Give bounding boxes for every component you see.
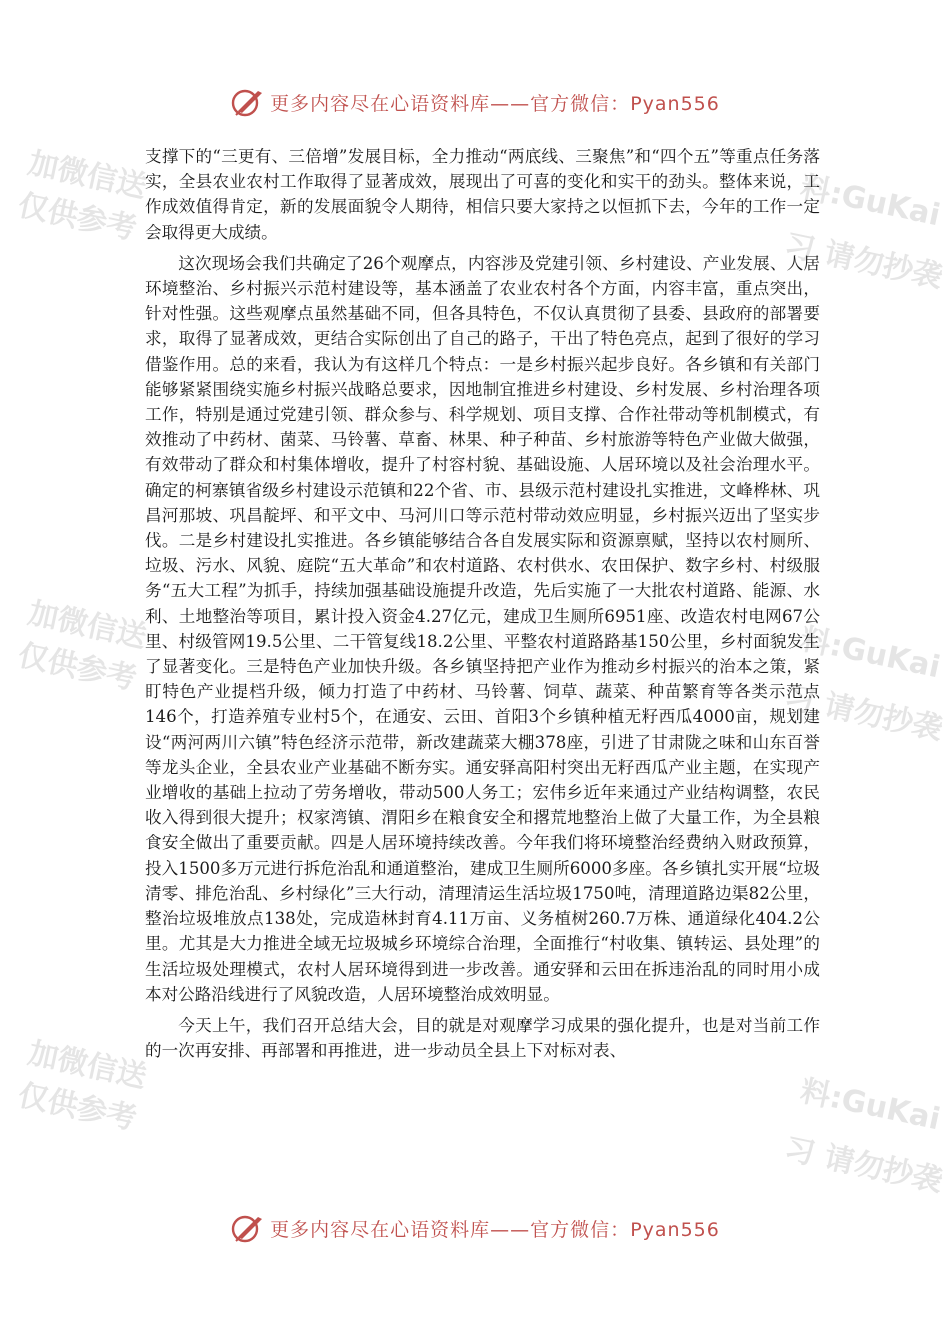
watermark-left-3: 加微信送: [24, 595, 150, 656]
paragraph-1: 支撑下的“三更有、三倍增”发展目标，全力推动“两底线、三聚焦”和“四个五”等重点任务落实，全县农业农村工作取得了显著成效，展现出了可喜的变化和实干的劲头。整体来说，工作成效值得肯定，新的发展面貌令人期待，相信只要大家持之以恒抓下去，今年的工作一定会取得更大成绩。: [145, 147, 820, 242]
watermark-right-2: 习 请勿抄袭: [781, 227, 946, 296]
watermark-right-5: 料:GuKai: [797, 1073, 944, 1138]
paragraph-3: 今天上午，我们召开总结大会，目的就是对观摩学习成果的强化提升，也是对当前工作的一次再安排、再部署和再推进，进一步动员全县上下对标对表、: [145, 1015, 820, 1061]
watermark-left-6: 仅供参考: [14, 1077, 140, 1138]
watermark-right-3: 料:GuKai: [797, 621, 944, 686]
document-body: [145, 144, 820, 1063]
header-banner: [0, 82, 950, 122]
pen-logo-icon: [230, 85, 266, 119]
watermark-right-1: 料:GuKai: [797, 169, 944, 234]
pen-logo-icon: [230, 1211, 266, 1245]
header-banner-text: 更多内容尽在心语资料库——官方微信：Pyan556: [270, 92, 720, 115]
footer-banner: [0, 1208, 950, 1248]
footer-banner-text: 更多内容尽在心语资料库——官方微信：Pyan556: [270, 1218, 720, 1241]
watermark-left-4: 仅供参考: [14, 637, 140, 698]
watermark-left-5: 加微信送: [24, 1035, 150, 1096]
watermark-left-2: 仅供参考: [14, 187, 140, 248]
paragraph-2: 这次现场会我们共确定了26个观摩点，内容涉及党建引领、乡村建设、产业发展、人居环境整治、乡村振兴示范村建设等，基本涵盖了农业农村各个方面，内容丰富，重点突出，针对性强。这些观摩点虽然基础不同，但各具特色，不仅认真贯彻了县委、县政府的部署要求，取得了显著成效，更结合实际创出了自己的路子，干出了特色亮点，起到了很好的学习借鉴作用。总的来看，我认为有这样几个特点：一是乡村振兴起步良好。各乡镇和有关部门能够紧紧围绕实施乡村振兴战略总要求，因地制宜推进乡村建设、乡村发展、乡村治理各项工作，特别是通过党建引领、群众参与、科学规划、项目支撑、合作社带动等机制模式，有效推动了中药材、菌菜、马铃薯、草畜、林果、种子种苗、乡村旅游等特色产业做大做强，有效带动了群众和村集体增收，提升了村容村貌、基础设施、人居环境以及社会治理水平。确定的柯寨镇省级乡村建设示范镇和22个省、市、县级示范村建设扎实推进，文峰桦林、巩昌河那坡、巩昌靛坪、和平文中、马河川口等示范村带动效应明显，乡村振兴迈出了坚实步伐。二是乡村建设扎实推进。各乡镇能够结合各自发展实际和资源禀赋，坚持以农村厕所、垃圾、污水、风貌、庭院“五大革命”和农村道路、农村供水、农田保护、数字乡村、村级服务“五大工程”为抓手，持续加强基础设施提升改造，先后实施了一大批农村道路、能源、水利、土地整治等项目，累计投入资金4.27亿元，建成卫生厕所6951座、改造农村电网67公里、村级管网19.5公里、二干管复线18.2公里、平整农村道路路基150公里，乡村面貌发生了显著变化。三是特色产业加快升级。各乡镇坚持把产业作为推动乡村振兴的治本之策，紧盯特色产业提档升级，倾力打造了中药材、马铃薯、饲草、蔬菜、种苗繁育等各类示范点146个，打造养殖专业村5个，在通安、云田、首阳3个乡镇种植无籽西瓜4000亩，规划建设“两河两川六镇”特色经济示范带，新改建蔬菜大棚378座，引进了甘肃陇之味和山东百誉等龙头企业，全县农业产业基础不断夯实。通安驿高阳村突出无籽西瓜产业主题，在实现产业增收的基础上拉动了劳务增收，带动500人务工；宏伟乡近年来通过产业结构调整，农民收入得到很大提升；权家湾镇、渭阳乡在粮食安全和撂荒地整治上做了大量工作，为全县粮食安全做出了重要贡献。四是人居环境持续改善。今年我们将环境整治经费纳入财政预算，投入1500多万元进行拆危治乱和通道整治，建成卫生厕所6000多座。各乡镇扎实开展“垃圾清零、排危治乱、乡村绿化”三大行动，清理清运生活垃圾1750吨，清理道路边渠82公里，整治垃圾堆放点138处，完成造林封育4.11万亩、义务植树260.7万株、通道绿化404.2公里。尤其是大力推进全域无垃圾城乡环境综合治理，全面推行“村收集、镇转运、县处理”的生活垃圾处理模式，农村人居环境得到进一步改善。通安驿和云田在拆违治乱的同时用小成本对公路沿线进行了风貌改造，人居环境整治成效明显。: [145, 253, 820, 1004]
watermark-right-6: 习 请勿抄袭: [781, 1131, 946, 1200]
watermark-right-4: 习 请勿抄袭: [781, 679, 946, 748]
watermark-left-1: 加微信送: [24, 145, 150, 206]
